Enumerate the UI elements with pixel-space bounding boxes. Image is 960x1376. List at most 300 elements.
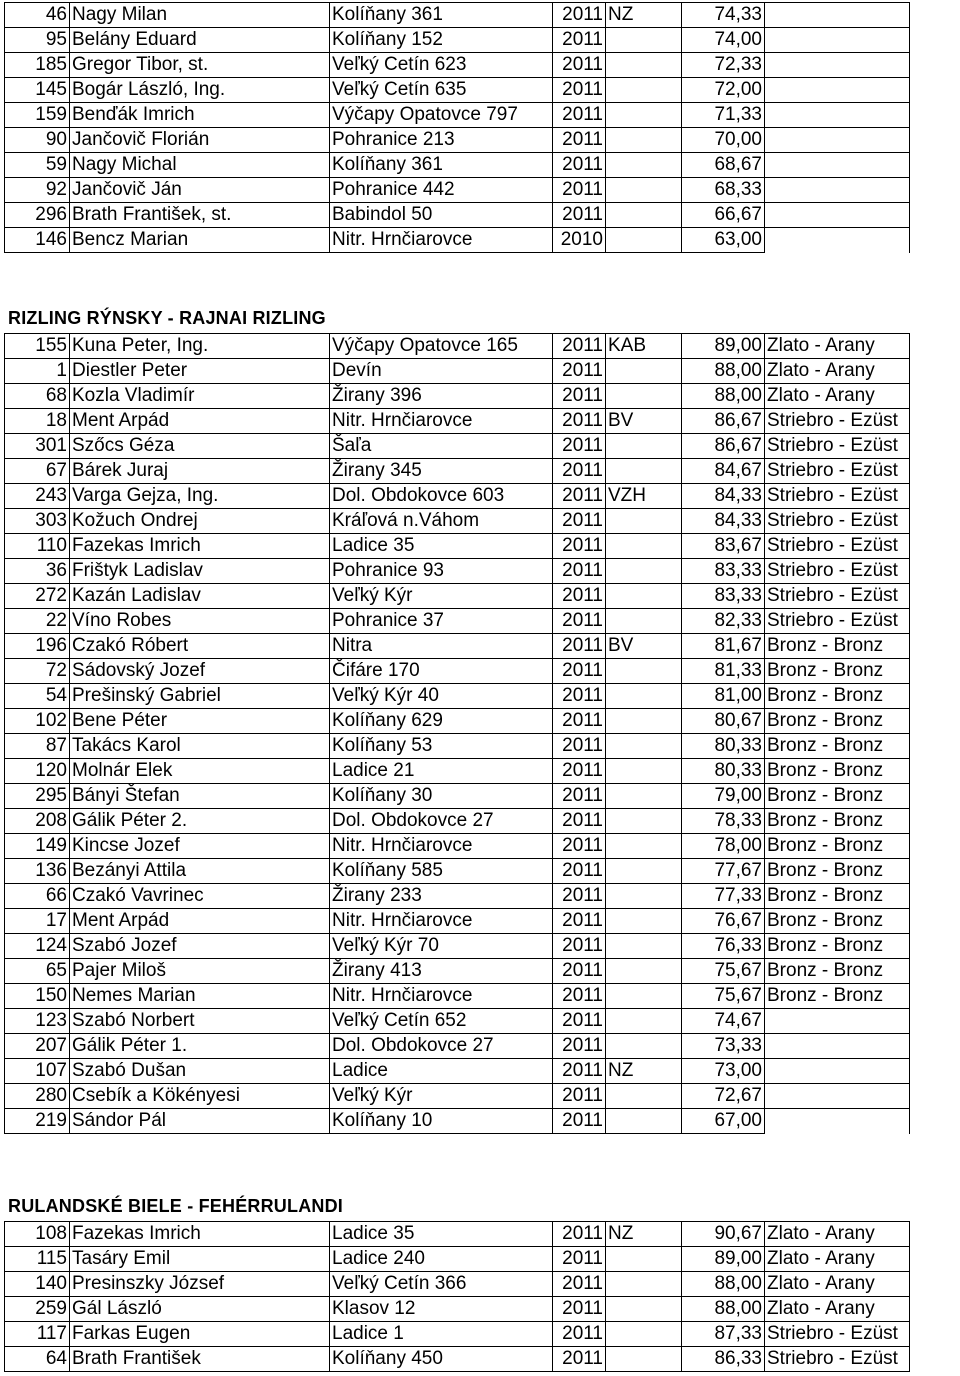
wine-code-cell: NZ xyxy=(606,3,682,28)
vintage-year-cell: 2011 xyxy=(553,434,606,459)
grower-address-cell: Kolíňany 152 xyxy=(330,28,553,53)
score-cell: 73,00 xyxy=(682,1059,765,1084)
wine-code-cell xyxy=(606,809,682,834)
entry-number-cell: 136 xyxy=(5,859,70,884)
score-cell: 71,33 xyxy=(682,103,765,128)
grower-address-cell: Žirany 345 xyxy=(330,459,553,484)
results-table-prev xyxy=(4,2,910,253)
vintage-year-cell: 2011 xyxy=(553,859,606,884)
wine-code-cell xyxy=(606,178,682,203)
vintage-year-cell: 2011 xyxy=(553,609,606,634)
table-row xyxy=(5,534,910,559)
entry-number-cell: 95 xyxy=(5,28,70,53)
entry-number-cell: 68 xyxy=(5,384,70,409)
medal-cell xyxy=(765,128,910,153)
grower-name-cell: Víno Robes xyxy=(70,609,330,634)
score-cell: 78,00 xyxy=(682,834,765,859)
wine-code-cell xyxy=(606,1322,682,1347)
table-row xyxy=(5,784,910,809)
vintage-year-cell: 2011 xyxy=(553,1109,606,1134)
grower-address-cell: Veľký Cetín 366 xyxy=(330,1272,553,1297)
grower-name-cell: Brath František xyxy=(70,1347,330,1372)
medal-cell: Bronz - Bronz xyxy=(765,859,910,884)
entry-number-cell: 64 xyxy=(5,1347,70,1372)
score-cell: 75,67 xyxy=(682,984,765,1009)
table-row xyxy=(5,1034,910,1059)
score-cell: 74,33 xyxy=(682,3,765,28)
grower-name-cell: Molnár Elek xyxy=(70,759,330,784)
table-row xyxy=(5,53,910,78)
entry-number-cell: 207 xyxy=(5,1034,70,1059)
grower-name-cell: Jančovič Ján xyxy=(70,178,330,203)
grower-name-cell: Prešinský Gabriel xyxy=(70,684,330,709)
vintage-year-cell: 2011 xyxy=(553,509,606,534)
grower-address-cell: Žirany 413 xyxy=(330,959,553,984)
medal-cell: Bronz - Bronz xyxy=(765,784,910,809)
vintage-year-cell: 2011 xyxy=(553,484,606,509)
entry-number-cell: 124 xyxy=(5,934,70,959)
score-cell: 75,67 xyxy=(682,959,765,984)
entry-number-cell: 65 xyxy=(5,959,70,984)
grower-address-cell: Kolíňany 30 xyxy=(330,784,553,809)
entry-number-cell: 219 xyxy=(5,1109,70,1134)
wine-code-cell xyxy=(606,584,682,609)
score-cell: 84,67 xyxy=(682,459,765,484)
score-cell: 82,33 xyxy=(682,609,765,634)
wine-code-cell xyxy=(606,53,682,78)
table-row xyxy=(5,509,910,534)
vintage-year-cell: 2011 xyxy=(553,1084,606,1109)
score-cell: 77,67 xyxy=(682,859,765,884)
entry-number-cell: 208 xyxy=(5,809,70,834)
table-row xyxy=(5,859,910,884)
grower-address-cell: Ladice 21 xyxy=(330,759,553,784)
grower-address-cell: Žirany 396 xyxy=(330,384,553,409)
medal-cell: Bronz - Bronz xyxy=(765,634,910,659)
wine-code-cell xyxy=(606,384,682,409)
entry-number-cell: 17 xyxy=(5,909,70,934)
table-row xyxy=(5,1322,910,1347)
grower-address-cell: Kolíňany 361 xyxy=(330,3,553,28)
table-row xyxy=(5,203,910,228)
medal-cell: Striebro - Ezüst xyxy=(765,1347,910,1372)
entry-number-cell: 296 xyxy=(5,203,70,228)
score-cell: 81,33 xyxy=(682,659,765,684)
score-cell: 90,67 xyxy=(682,1222,765,1247)
vintage-year-cell: 2011 xyxy=(553,359,606,384)
score-cell: 72,67 xyxy=(682,1084,765,1109)
wine-code-cell xyxy=(606,759,682,784)
grower-address-cell: Žirany 233 xyxy=(330,884,553,909)
table-row xyxy=(5,1059,910,1084)
medal-cell: Striebro - Ezüst xyxy=(765,559,910,584)
vintage-year-cell: 2011 xyxy=(553,984,606,1009)
entry-number-cell: 46 xyxy=(5,3,70,28)
grower-name-cell: Fazekas Imrich xyxy=(70,1222,330,1247)
grower-address-cell: Kolíňany 361 xyxy=(330,153,553,178)
entry-number-cell: 67 xyxy=(5,459,70,484)
wine-code-cell xyxy=(606,1084,682,1109)
wine-code-cell xyxy=(606,203,682,228)
medal-cell xyxy=(765,103,910,128)
wine-code-cell xyxy=(606,434,682,459)
grower-name-cell: Szabó Norbert xyxy=(70,1009,330,1034)
score-cell: 72,33 xyxy=(682,53,765,78)
score-cell: 66,67 xyxy=(682,203,765,228)
grower-name-cell: Gálik Péter 1. xyxy=(70,1034,330,1059)
vintage-year-cell: 2011 xyxy=(553,334,606,359)
grower-name-cell: Sándor Pál xyxy=(70,1109,330,1134)
grower-name-cell: Belány Eduard xyxy=(70,28,330,53)
grower-name-cell: Gregor Tibor, st. xyxy=(70,53,330,78)
wine-code-cell xyxy=(606,1009,682,1034)
score-cell: 83,33 xyxy=(682,584,765,609)
wine-code-cell xyxy=(606,1247,682,1272)
grower-name-cell: Bogár László, Ing. xyxy=(70,78,330,103)
table-row xyxy=(5,3,910,28)
grower-address-cell: Pohranice 93 xyxy=(330,559,553,584)
table-row xyxy=(5,484,910,509)
grower-name-cell: Diestler Peter xyxy=(70,359,330,384)
medal-cell xyxy=(765,1084,910,1109)
table-row xyxy=(5,684,910,709)
grower-name-cell: Bencz Marian xyxy=(70,228,330,253)
wine-code-cell xyxy=(606,28,682,53)
entry-number-cell: 155 xyxy=(5,334,70,359)
wine-code-cell xyxy=(606,459,682,484)
wine-code-cell: BV xyxy=(606,634,682,659)
wine-code-cell xyxy=(606,934,682,959)
table-row xyxy=(5,178,910,203)
entry-number-cell: 123 xyxy=(5,1009,70,1034)
table-row xyxy=(5,659,910,684)
vintage-year-cell: 2011 xyxy=(553,1247,606,1272)
table-row xyxy=(5,634,910,659)
entry-number-cell: 272 xyxy=(5,584,70,609)
medal-cell: Striebro - Ezüst xyxy=(765,459,910,484)
section-title-rulandske: RULANDSKÉ BIELE - FEHÉRRULANDI xyxy=(8,1196,344,1216)
wine-code-cell xyxy=(606,534,682,559)
grower-name-cell: Kožuch Ondrej xyxy=(70,509,330,534)
score-cell: 89,00 xyxy=(682,334,765,359)
grower-address-cell: Veľký Cetín 635 xyxy=(330,78,553,103)
results-table-rulandske xyxy=(4,1221,910,1372)
table-row xyxy=(5,409,910,434)
score-cell: 87,33 xyxy=(682,1322,765,1347)
grower-address-cell: Ladice 1 xyxy=(330,1322,553,1347)
grower-name-cell: Nagy Milan xyxy=(70,3,330,28)
wine-code-cell xyxy=(606,509,682,534)
score-cell: 67,00 xyxy=(682,1109,765,1134)
wine-code-cell xyxy=(606,1347,682,1372)
table-row xyxy=(5,28,910,53)
vintage-year-cell: 2011 xyxy=(553,559,606,584)
vintage-year-cell: 2011 xyxy=(553,78,606,103)
score-cell: 88,00 xyxy=(682,1297,765,1322)
wine-code-cell xyxy=(606,1034,682,1059)
vintage-year-cell: 2011 xyxy=(553,384,606,409)
vintage-year-cell: 2011 xyxy=(553,534,606,559)
medal-cell: Striebro - Ezüst xyxy=(765,484,910,509)
wine-code-cell xyxy=(606,559,682,584)
vintage-year-cell: 2011 xyxy=(553,128,606,153)
medal-cell: Bronz - Bronz xyxy=(765,884,910,909)
score-cell: 72,00 xyxy=(682,78,765,103)
grower-name-cell: Gál László xyxy=(70,1297,330,1322)
score-cell: 86,33 xyxy=(682,1347,765,1372)
grower-address-cell: Ladice 35 xyxy=(330,534,553,559)
table-row xyxy=(5,1347,910,1372)
grower-name-cell: Bányi Štefan xyxy=(70,784,330,809)
score-cell: 73,33 xyxy=(682,1034,765,1059)
entry-number-cell: 59 xyxy=(5,153,70,178)
score-cell: 70,00 xyxy=(682,128,765,153)
vintage-year-cell: 2011 xyxy=(553,684,606,709)
medal-cell: Bronz - Bronz xyxy=(765,809,910,834)
wine-code-cell: NZ xyxy=(606,1222,682,1247)
table-row xyxy=(5,359,910,384)
medal-cell: Bronz - Bronz xyxy=(765,659,910,684)
wine-code-cell xyxy=(606,734,682,759)
entry-number-cell: 145 xyxy=(5,78,70,103)
grower-name-cell: Czakó Róbert xyxy=(70,634,330,659)
wine-code-cell xyxy=(606,128,682,153)
medal-cell xyxy=(765,1009,910,1034)
vintage-year-cell: 2011 xyxy=(553,1034,606,1059)
table-row xyxy=(5,709,910,734)
wine-code-cell xyxy=(606,659,682,684)
table-row xyxy=(5,228,910,253)
vintage-year-cell: 2011 xyxy=(553,1297,606,1322)
grower-address-cell: Pohranice 442 xyxy=(330,178,553,203)
grower-address-cell: Nitr. Hrnčiarovce xyxy=(330,984,553,1009)
entry-number-cell: 1 xyxy=(5,359,70,384)
table-row xyxy=(5,459,910,484)
medal-cell xyxy=(765,1034,910,1059)
grower-name-cell: Jančovič Florián xyxy=(70,128,330,153)
grower-name-cell: Szőcs Géza xyxy=(70,434,330,459)
grower-name-cell: Csebík a Kökényesi xyxy=(70,1084,330,1109)
vintage-year-cell: 2011 xyxy=(553,784,606,809)
vintage-year-cell: 2011 xyxy=(553,203,606,228)
grower-address-cell: Čifáre 170 xyxy=(330,659,553,684)
vintage-year-cell: 2011 xyxy=(553,53,606,78)
medal-cell: Bronz - Bronz xyxy=(765,934,910,959)
table-row xyxy=(5,734,910,759)
wine-code-cell: NZ xyxy=(606,1059,682,1084)
table-row xyxy=(5,434,910,459)
grower-name-cell: Kincse Jozef xyxy=(70,834,330,859)
table-row xyxy=(5,78,910,103)
score-cell: 81,00 xyxy=(682,684,765,709)
score-cell: 80,67 xyxy=(682,709,765,734)
entry-number-cell: 66 xyxy=(5,884,70,909)
vintage-year-cell: 2010 xyxy=(553,228,606,253)
table-row xyxy=(5,559,910,584)
grower-address-cell: Nitr. Hrnčiarovce xyxy=(330,834,553,859)
grower-name-cell: Kuna Peter, Ing. xyxy=(70,334,330,359)
grower-address-cell: Kolíňany 450 xyxy=(330,1347,553,1372)
entry-number-cell: 72 xyxy=(5,659,70,684)
grower-name-cell: Presinszky József xyxy=(70,1272,330,1297)
wine-code-cell xyxy=(606,153,682,178)
medal-cell: Striebro - Ezüst xyxy=(765,609,910,634)
vintage-year-cell: 2011 xyxy=(553,734,606,759)
wine-code-cell xyxy=(606,228,682,253)
table-row xyxy=(5,884,910,909)
wine-code-cell xyxy=(606,1109,682,1134)
score-cell: 84,33 xyxy=(682,509,765,534)
score-cell: 79,00 xyxy=(682,784,765,809)
wine-code-cell: VZH xyxy=(606,484,682,509)
table-row xyxy=(5,809,910,834)
table-row xyxy=(5,984,910,1009)
grower-address-cell: Pohranice 37 xyxy=(330,609,553,634)
medal-cell: Striebro - Ezüst xyxy=(765,1322,910,1347)
score-cell: 76,67 xyxy=(682,909,765,934)
entry-number-cell: 259 xyxy=(5,1297,70,1322)
wine-code-cell xyxy=(606,909,682,934)
entry-number-cell: 295 xyxy=(5,784,70,809)
grower-address-cell: Kráľová n.Váhom xyxy=(330,509,553,534)
score-cell: 76,33 xyxy=(682,934,765,959)
vintage-year-cell: 2011 xyxy=(553,1059,606,1084)
score-cell: 78,33 xyxy=(682,809,765,834)
vintage-year-cell: 2011 xyxy=(553,3,606,28)
wine-code-cell xyxy=(606,784,682,809)
grower-address-cell: Devín xyxy=(330,359,553,384)
medal-cell xyxy=(765,1109,910,1134)
vintage-year-cell: 2011 xyxy=(553,634,606,659)
score-cell: 88,00 xyxy=(682,359,765,384)
results-table-rizling xyxy=(4,333,910,1134)
wine-code-cell xyxy=(606,984,682,1009)
entry-number-cell: 140 xyxy=(5,1272,70,1297)
grower-address-cell: Nitr. Hrnčiarovce xyxy=(330,228,553,253)
grower-address-cell: Kolíňany 629 xyxy=(330,709,553,734)
medal-cell xyxy=(765,228,910,253)
score-cell: 89,00 xyxy=(682,1247,765,1272)
wine-code-cell xyxy=(606,884,682,909)
grower-name-cell: Bene Péter xyxy=(70,709,330,734)
score-cell: 74,67 xyxy=(682,1009,765,1034)
table-row xyxy=(5,334,910,359)
table-row xyxy=(5,1222,910,1247)
wine-code-cell xyxy=(606,103,682,128)
table-row xyxy=(5,153,910,178)
medal-cell: Bronz - Bronz xyxy=(765,959,910,984)
entry-number-cell: 36 xyxy=(5,559,70,584)
vintage-year-cell: 2011 xyxy=(553,659,606,684)
medal-cell: Striebro - Ezüst xyxy=(765,434,910,459)
grower-name-cell: Bárek Juraj xyxy=(70,459,330,484)
wine-code-cell xyxy=(606,959,682,984)
medal-cell: Bronz - Bronz xyxy=(765,709,910,734)
vintage-year-cell: 2011 xyxy=(553,409,606,434)
medal-cell: Bronz - Bronz xyxy=(765,759,910,784)
grower-name-cell: Kazán Ladislav xyxy=(70,584,330,609)
medal-cell: Zlato - Arany xyxy=(765,1247,910,1272)
medal-cell xyxy=(765,53,910,78)
grower-name-cell: Bezányi Attila xyxy=(70,859,330,884)
entry-number-cell: 102 xyxy=(5,709,70,734)
medal-cell xyxy=(765,1059,910,1084)
medal-cell xyxy=(765,28,910,53)
score-cell: 88,00 xyxy=(682,1272,765,1297)
vintage-year-cell: 2011 xyxy=(553,459,606,484)
entry-number-cell: 243 xyxy=(5,484,70,509)
table-row xyxy=(5,1297,910,1322)
entry-number-cell: 303 xyxy=(5,509,70,534)
grower-name-cell: Kozla Vladimír xyxy=(70,384,330,409)
grower-address-cell: Ladice 35 xyxy=(330,1222,553,1247)
medal-cell: Bronz - Bronz xyxy=(765,909,910,934)
vintage-year-cell: 2011 xyxy=(553,759,606,784)
grower-address-cell: Pohranice 213 xyxy=(330,128,553,153)
table-row xyxy=(5,384,910,409)
score-cell: 77,33 xyxy=(682,884,765,909)
entry-number-cell: 301 xyxy=(5,434,70,459)
grower-name-cell: Takács Karol xyxy=(70,734,330,759)
entry-number-cell: 120 xyxy=(5,759,70,784)
score-cell: 84,33 xyxy=(682,484,765,509)
grower-name-cell: Gálik Péter 2. xyxy=(70,809,330,834)
wine-code-cell xyxy=(606,78,682,103)
grower-address-cell: Dol. Obdokovce 603 xyxy=(330,484,553,509)
score-cell: 86,67 xyxy=(682,409,765,434)
score-cell: 80,33 xyxy=(682,759,765,784)
grower-name-cell: Ment Arpád xyxy=(70,909,330,934)
medal-cell xyxy=(765,178,910,203)
table-row xyxy=(5,934,910,959)
table-row xyxy=(5,609,910,634)
grower-name-cell: Ment Arpád xyxy=(70,409,330,434)
grower-name-cell: Szabó Jozef xyxy=(70,934,330,959)
score-cell: 68,67 xyxy=(682,153,765,178)
wine-code-cell xyxy=(606,1272,682,1297)
wine-code-cell xyxy=(606,859,682,884)
grower-address-cell: Kolíňany 10 xyxy=(330,1109,553,1134)
entry-number-cell: 149 xyxy=(5,834,70,859)
grower-name-cell: Farkas Eugen xyxy=(70,1322,330,1347)
vintage-year-cell: 2011 xyxy=(553,1347,606,1372)
grower-name-cell: Szabó Dušan xyxy=(70,1059,330,1084)
grower-address-cell: Šaľa xyxy=(330,434,553,459)
entry-number-cell: 18 xyxy=(5,409,70,434)
grower-address-cell: Výčapy Opatovce 165 xyxy=(330,334,553,359)
medal-cell: Zlato - Arany xyxy=(765,359,910,384)
table-row xyxy=(5,103,910,128)
medal-cell: Striebro - Ezüst xyxy=(765,584,910,609)
grower-address-cell: Ladice 240 xyxy=(330,1247,553,1272)
grower-address-cell: Klasov 12 xyxy=(330,1297,553,1322)
score-cell: 74,00 xyxy=(682,28,765,53)
table-row xyxy=(5,759,910,784)
entry-number-cell: 280 xyxy=(5,1084,70,1109)
entry-number-cell: 115 xyxy=(5,1247,70,1272)
medal-cell: Zlato - Arany xyxy=(765,384,910,409)
vintage-year-cell: 2011 xyxy=(553,934,606,959)
entry-number-cell: 110 xyxy=(5,534,70,559)
wine-code-cell xyxy=(606,1297,682,1322)
entry-number-cell: 22 xyxy=(5,609,70,634)
table-row xyxy=(5,1009,910,1034)
vintage-year-cell: 2011 xyxy=(553,1222,606,1247)
vintage-year-cell: 2011 xyxy=(553,834,606,859)
wine-code-cell xyxy=(606,684,682,709)
medal-cell: Zlato - Arany xyxy=(765,1297,910,1322)
entry-number-cell: 150 xyxy=(5,984,70,1009)
